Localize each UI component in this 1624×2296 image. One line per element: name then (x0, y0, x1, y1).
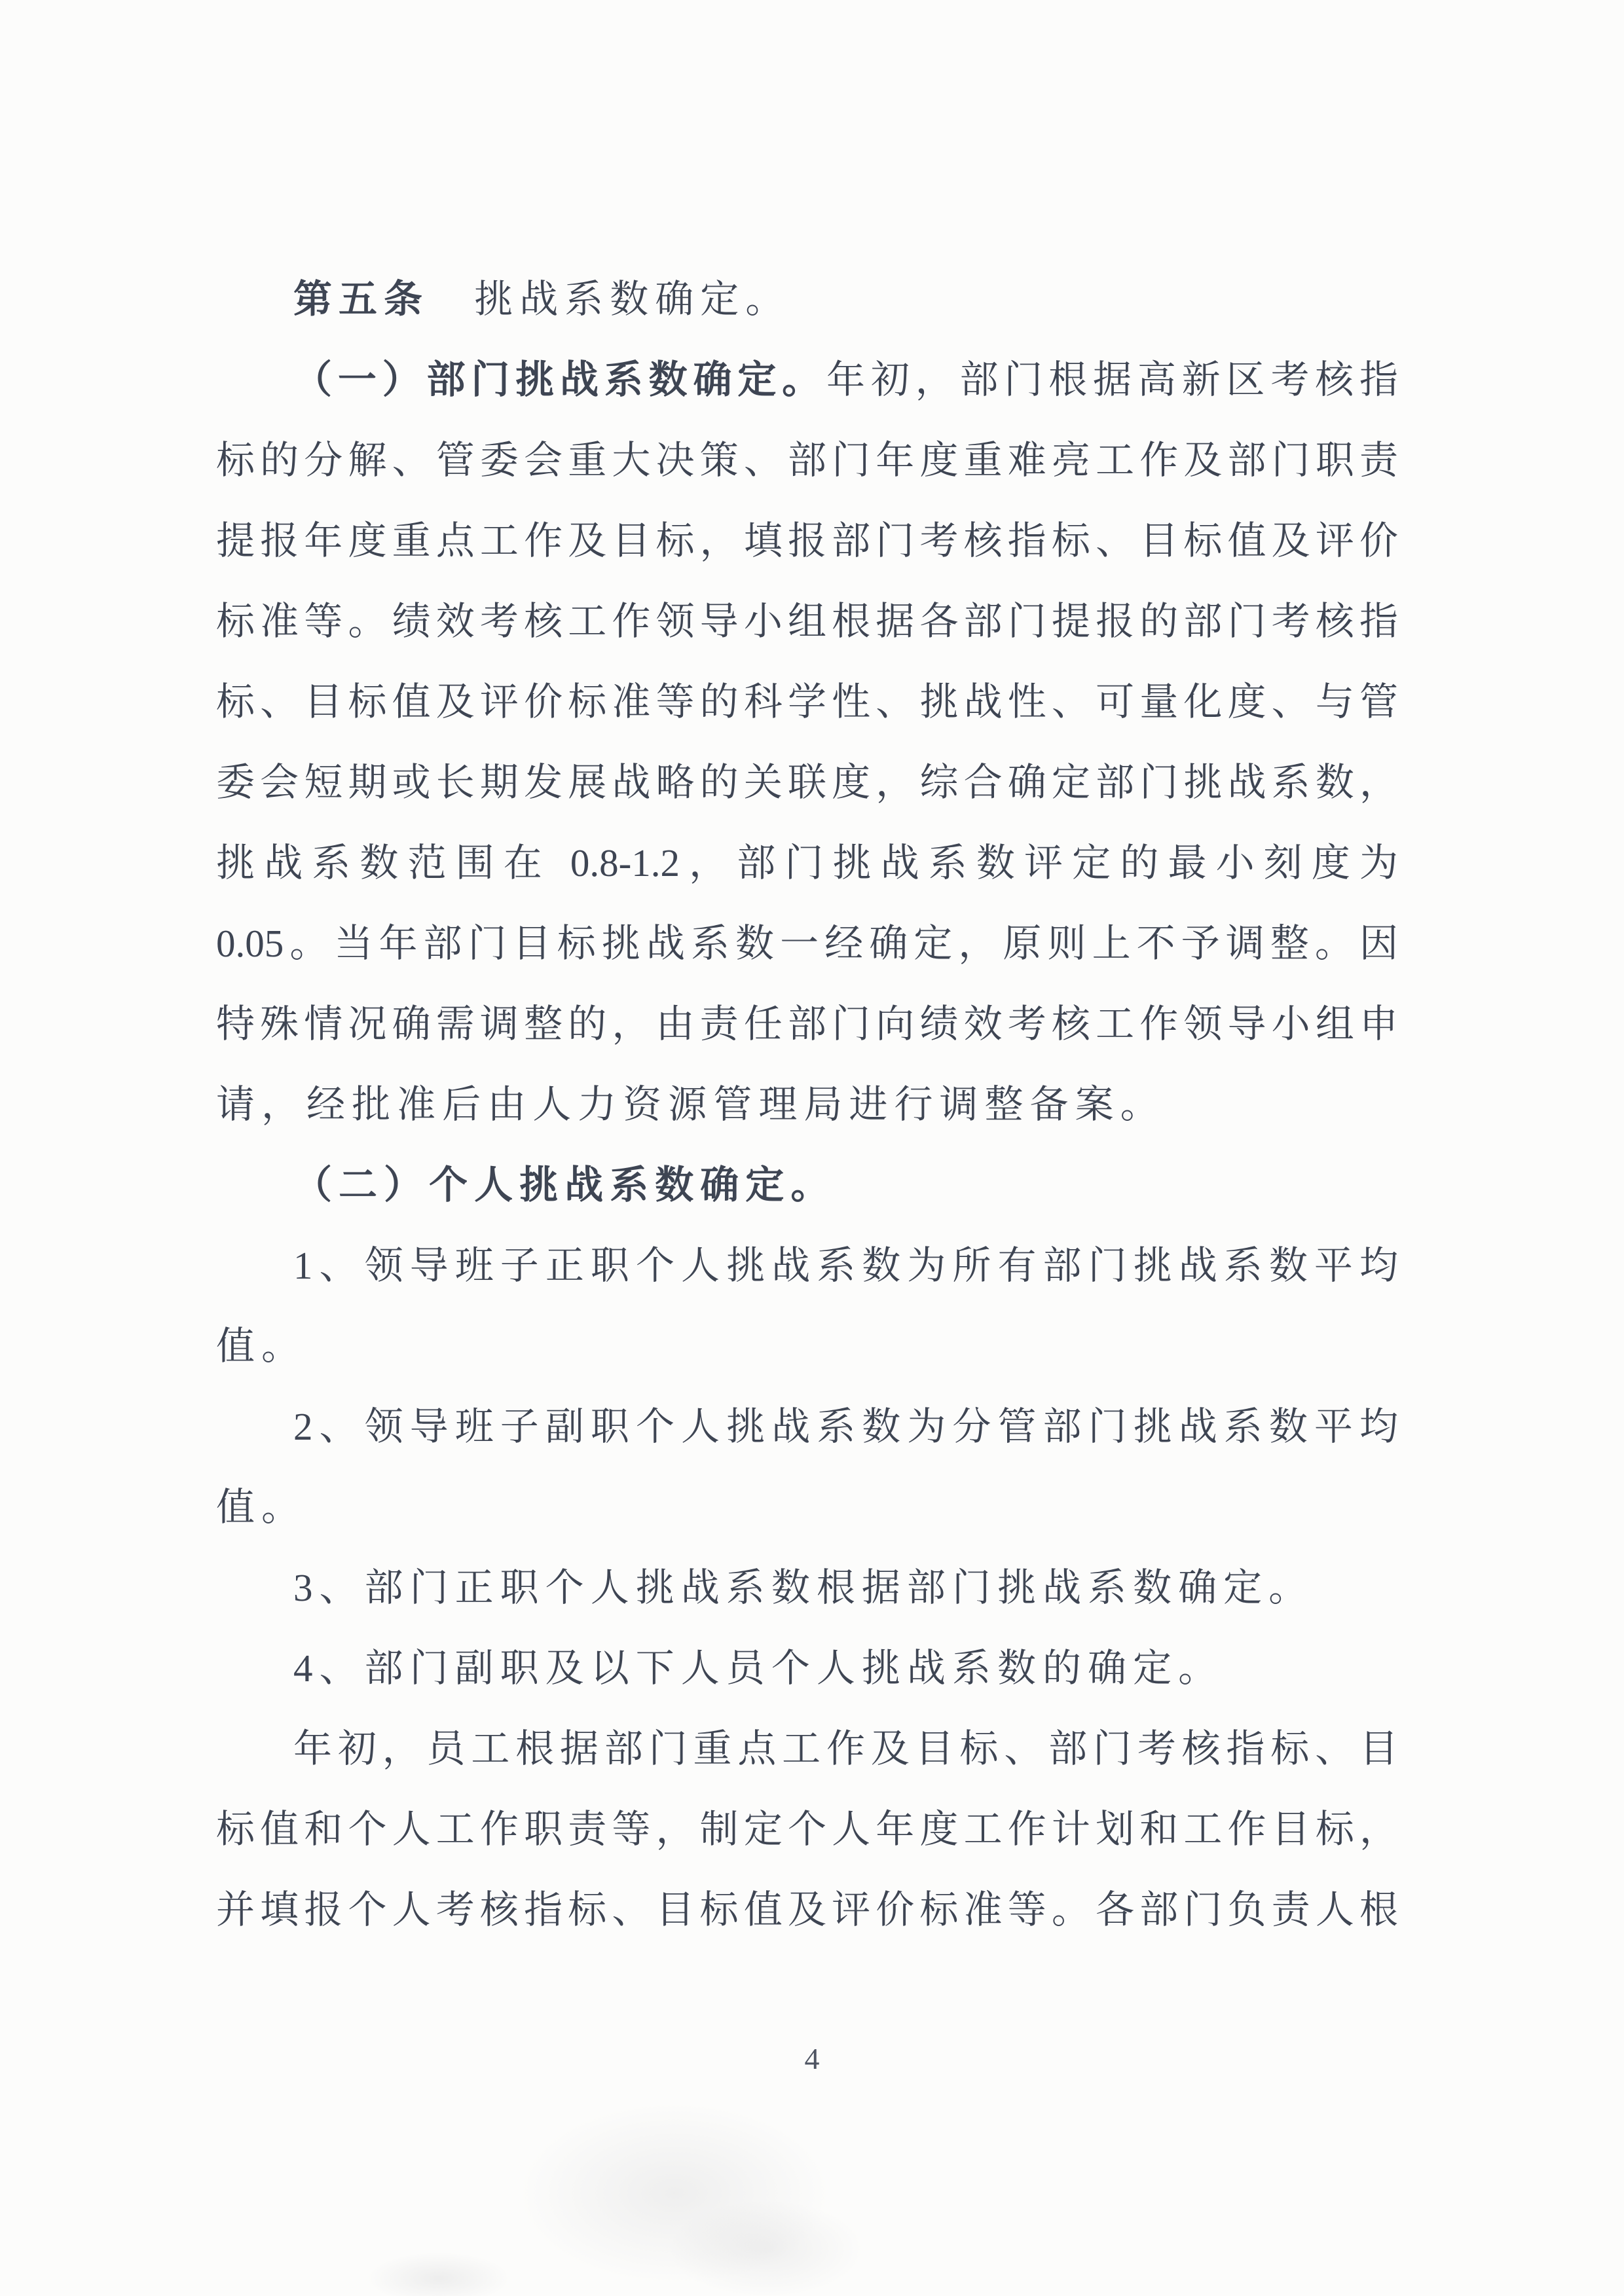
text-run-bold: 第五条 (293, 278, 430, 321)
text-line (216, 1548, 1398, 1628)
page-number: 4 (804, 2042, 820, 2075)
text-run: 年初，部门根据高新区考核指 (826, 358, 1398, 401)
text-line (216, 1145, 1398, 1226)
text-line (216, 1226, 1398, 1306)
text-run: 0.05。当年部门目标挑战系数一经确定，原则上不予调整。因 (216, 922, 1398, 965)
text-run: 2、领导班子副职个人挑战系数为分管部门挑战系数平均 (293, 1405, 1398, 1448)
text-run-bold: （一）部门挑战系数确定。 (293, 358, 826, 401)
text-run: 标、目标值及评价标准等的科学性、挑战性、可量化度、与管 (216, 680, 1398, 723)
text-line (216, 1467, 1398, 1548)
text-run: 值。 (216, 1485, 307, 1529)
text-line (216, 1789, 1398, 1870)
text-line (216, 1870, 1398, 1950)
text-line (216, 340, 1398, 420)
text-line (216, 1628, 1398, 1709)
text-run: 提报年度重点工作及目标，填报部门考核指标、目标值及评价 (216, 519, 1398, 562)
text-line (216, 1306, 1398, 1387)
document-body (216, 259, 1398, 1950)
text-run: 值。 (216, 1324, 307, 1368)
text-line (216, 662, 1398, 742)
text-run: 年初，员工根据部门重点工作及目标、部门考核指标、目 (293, 1727, 1398, 1770)
text-line (216, 903, 1398, 984)
text-line (216, 501, 1398, 581)
text-run: 特殊情况确需调整的，由责任部门向绩效考核工作领导小组申 (216, 1002, 1398, 1046)
scan-artifact (668, 2200, 864, 2296)
text-run: 1、领导班子正职个人挑战系数为所有部门挑战系数平均 (293, 1244, 1398, 1287)
text-run: 3、部门正职个人挑战系数根据部门挑战系数确定。 (293, 1566, 1314, 1609)
text-run: 委会短期或长期发展战略的关联度，综合确定部门挑战系数， (216, 761, 1398, 804)
text-run: 并填报个人考核指标、目标值及评价标准等。各部门负责人根 (216, 1888, 1398, 1931)
text-line (216, 581, 1398, 662)
scan-artifact (517, 2102, 832, 2285)
text-line (216, 420, 1398, 501)
text-line (216, 1065, 1398, 1145)
text-run: 标准等。绩效考核工作领导小组根据各部门提报的部门考核指 (216, 600, 1398, 643)
text-line (216, 823, 1398, 903)
text-run: 4、部门副职及以下人员个人挑战系数的确定。 (293, 1647, 1224, 1690)
text-line (216, 984, 1398, 1065)
text-run: 标的分解、管委会重大决策、部门年度重难亮工作及部门职责 (216, 439, 1398, 482)
text-run: 挑战系数确定。 (429, 278, 791, 321)
text-run: 挑战系数范围在 0.8-1.2，部门挑战系数评定的最小刻度为 (216, 841, 1398, 884)
text-line (216, 259, 1398, 340)
text-line (216, 742, 1398, 823)
scan-artifact (367, 2252, 511, 2296)
text-run: 请，经批准后由人力资源管理局进行调整备案。 (216, 1083, 1166, 1126)
text-line (216, 1387, 1398, 1467)
text-run: 标值和个人工作职责等，制定个人年度工作计划和工作目标， (216, 1808, 1398, 1851)
text-line (216, 1709, 1398, 1789)
text-run-bold: （二）个人挑战系数确定。 (293, 1163, 836, 1207)
